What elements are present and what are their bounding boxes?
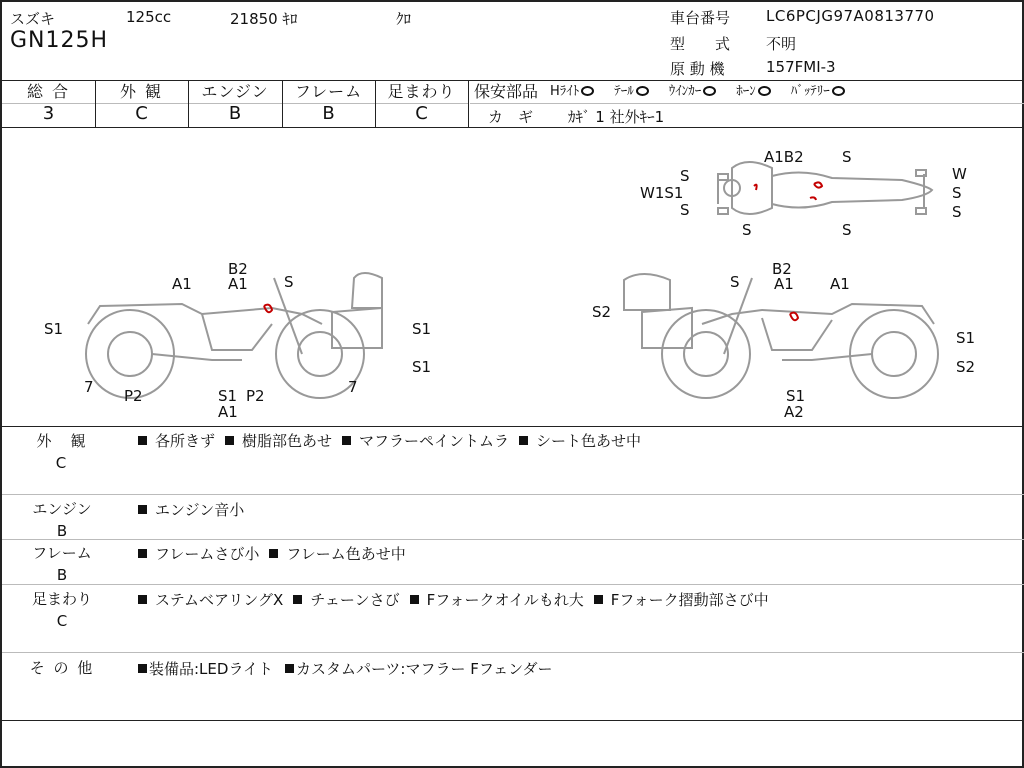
diagram-label: S	[952, 184, 962, 202]
diagram-label: B2	[228, 260, 248, 278]
diagram-label: S	[680, 167, 690, 185]
diagram-label: B2	[772, 260, 792, 278]
safety-parts-label: 保安部品	[474, 82, 539, 101]
divider	[2, 584, 1024, 585]
diagram-label: S2	[592, 303, 612, 321]
diagram-label: S	[680, 201, 690, 219]
diagram-label: S	[730, 273, 740, 291]
section-suspension-label: 足まわり C	[31, 590, 92, 630]
divider	[2, 539, 1024, 540]
diagram-label: A1B2	[764, 148, 804, 166]
diagram-label: S	[842, 221, 852, 239]
grade-frame-value: B	[322, 103, 335, 124]
grade-engine-value: B	[228, 103, 242, 124]
divider	[2, 426, 1024, 427]
model-name: GN125H	[10, 28, 109, 53]
safety-item-winker: ｳｲﾝｶｰ	[669, 82, 719, 102]
safety-item-horn: ﾎｰﾝ	[736, 82, 773, 102]
diagram-label: P2	[246, 387, 265, 405]
grade-exterior-value: C	[135, 103, 148, 124]
section-other-items: 装備品:LEDライト カスタムパーツ:マフラー Fフェンダー	[138, 658, 553, 679]
grade-suspension-value: C	[415, 103, 428, 124]
key-value: ｶｷﾞ 1 社外ｷｰ1	[568, 108, 665, 126]
divider	[2, 652, 1024, 653]
diagram-label: S1	[218, 387, 238, 405]
ok-circle-icon	[581, 86, 594, 96]
engine-value: 157FMI-3	[766, 58, 836, 76]
grade-suspension-label: 足まわり	[387, 82, 456, 101]
diagram-label: S	[742, 221, 752, 239]
diagram-label: S	[842, 148, 852, 166]
type-label: 型 式	[670, 35, 731, 53]
diagram-label: 7	[348, 378, 358, 396]
divider	[468, 80, 469, 127]
grade-total-value: 3	[42, 103, 55, 124]
ok-circle-icon	[703, 86, 716, 96]
diagram-label: W	[952, 165, 967, 183]
diagram-label: 7	[84, 378, 94, 396]
divider	[2, 80, 1024, 81]
section-suspension-items: ステムベアリングX チェーンさび Fフォークオイルもれ大 Fフォーク摺動部さび中	[138, 589, 769, 610]
frame-no: LC6PCJG97A0813770	[766, 7, 935, 25]
section-engine-label: エンジン B	[32, 500, 92, 540]
diagram-label: S1	[44, 320, 64, 338]
safety-item-tail: ﾃｰﾙ	[614, 82, 651, 102]
grade-exterior-label: 外 観	[119, 82, 164, 101]
maker: スズキ	[10, 10, 56, 28]
section-frame-items: フレームさび小 フレーム色あせ中	[138, 543, 406, 564]
divider	[2, 720, 1024, 721]
grade-total-label: 総 合	[26, 82, 71, 101]
section-exterior-items: 各所きず 樹脂部色あせ マフラーペイントムラ シート色あせ中	[138, 430, 641, 451]
damage-diagram	[2, 128, 1022, 424]
diagram-label: A1	[228, 275, 248, 293]
grade-frame-label: フレーム	[294, 82, 363, 101]
divider	[2, 494, 1024, 495]
diagram-label: A1	[218, 403, 238, 421]
frame-no-label: 車台番号	[670, 9, 731, 27]
diagram-label: A2	[784, 403, 804, 421]
bike-top-view	[718, 162, 932, 214]
grade-engine-label: エンジン	[201, 82, 269, 101]
safety-parts-row	[474, 82, 847, 102]
key-label: カ ギ	[488, 108, 534, 126]
diagram-label: P2	[124, 387, 143, 405]
diagram-label: W1S1	[640, 184, 684, 202]
divider	[470, 103, 1024, 104]
section-other-label: そ の 他	[29, 659, 95, 677]
diagram-label: S	[952, 203, 962, 221]
section-exterior-label: 外 観 C	[36, 432, 88, 472]
ok-circle-icon	[758, 86, 771, 96]
safety-item-battery: ﾊﾞｯﾃﾘｰ	[791, 82, 847, 102]
color: ｸﾛ	[396, 10, 412, 28]
ok-circle-icon	[832, 86, 845, 96]
section-engine-items: エンジン音小	[138, 499, 244, 520]
diagram-label: S1	[956, 329, 976, 347]
section-frame-label: フレーム B	[32, 544, 92, 584]
diagram-label: S1	[412, 320, 432, 338]
diagram-label: S2	[956, 358, 976, 376]
diagram-label: A1	[830, 275, 850, 293]
diagram-label: S1	[412, 358, 432, 376]
engine-label: 原 動 機	[670, 60, 725, 78]
diagram-label: S	[284, 273, 294, 291]
diagram-label: A1	[774, 275, 794, 293]
type-value: 不明	[766, 35, 797, 53]
mileage: 21850 ｷﾛ	[230, 10, 298, 28]
ok-circle-icon	[636, 86, 649, 96]
displacement: 125cc	[126, 8, 172, 26]
diagram-label: A1	[172, 275, 192, 293]
diagram-label: S1	[786, 387, 806, 405]
safety-item-headlight: Hﾗｲﾄ	[550, 82, 596, 102]
